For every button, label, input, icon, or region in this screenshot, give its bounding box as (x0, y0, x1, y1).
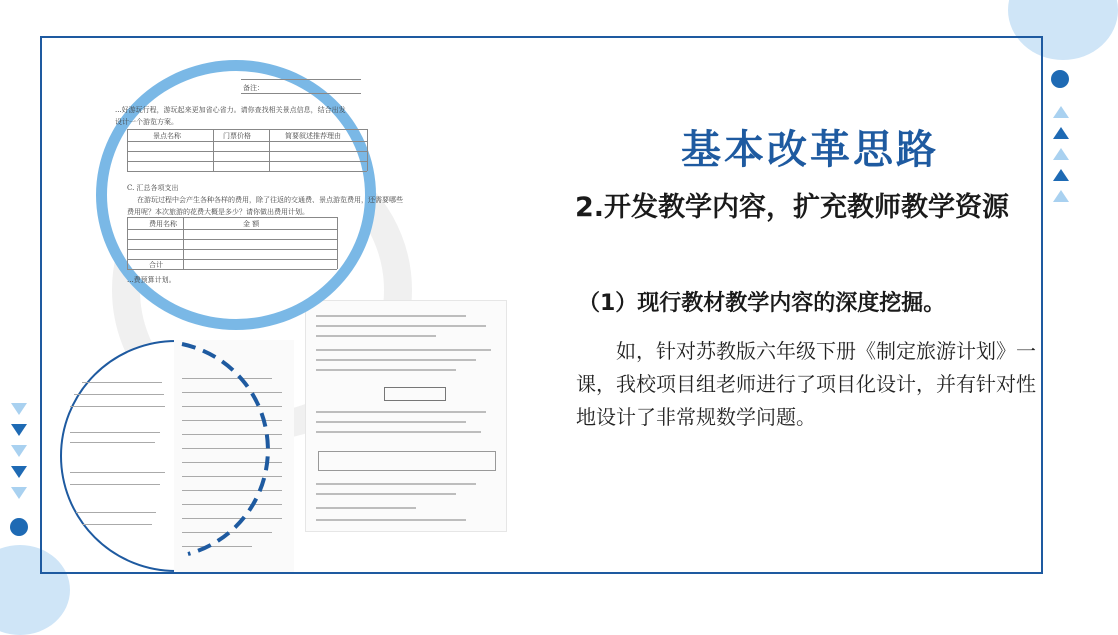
dashed-arc-decoration (178, 340, 282, 560)
triangle-down-icon (11, 466, 27, 478)
note-label: 备注： (243, 84, 264, 92)
triangle-down-icon (11, 403, 27, 415)
triangle-down-icon (11, 445, 27, 457)
body-paragraph: 如，针对苏教版六年级下册《制定旅游计划》一课，我校项目组老师进行了项目化设计，并有针对性地设计了非常规数学问题。 (576, 339, 1036, 429)
magnified-worksheet-circle (96, 60, 403, 330)
footer-label: ...费预算计划。 (127, 276, 176, 284)
triangle-up-icon (1053, 106, 1069, 118)
worksheet-document (113, 71, 403, 321)
col-amount: 金 额 (243, 220, 260, 228)
total-label: 合计 (149, 261, 163, 269)
section-c-title: C. 汇总各项支出 (127, 184, 179, 192)
section-c-line-1: 在游玩过程中会产生各种各样的费用，除了往返的交通费、景点游览费用，还需要哪些 (137, 196, 403, 204)
sub-heading: （1）现行教材教学内容的深度挖掘。 (578, 291, 946, 316)
dot-decoration (1051, 70, 1069, 88)
triangle-down-icon (11, 487, 27, 499)
col-fee-name: 费用名称 (149, 220, 177, 228)
triangle-up-icon (1053, 190, 1069, 202)
section-b-line-1: ...好游玩行程，游玩起来更加省心省力。请你查找相关景点信息，结合出发 (115, 106, 346, 114)
slide-title: 基本改革思路 (681, 127, 939, 173)
triangle-down-icon (11, 424, 27, 436)
section-c-line-2: 费用呢？本次旅游的花费大概是多少？请你做出费用计划。 (127, 208, 309, 216)
worksheet-page-image (305, 300, 507, 532)
section-heading: 2.开发教学内容，扩充教师教学资源 (575, 192, 1010, 223)
col-spot-name: 景点名称 (153, 132, 181, 140)
section-b-line-2: 设计一个游览方案。 (115, 118, 178, 126)
dot-decoration (10, 518, 28, 536)
col-ticket: 门票价格 (223, 132, 251, 140)
col-reason: 简要叙述推荐理由 (285, 132, 341, 140)
